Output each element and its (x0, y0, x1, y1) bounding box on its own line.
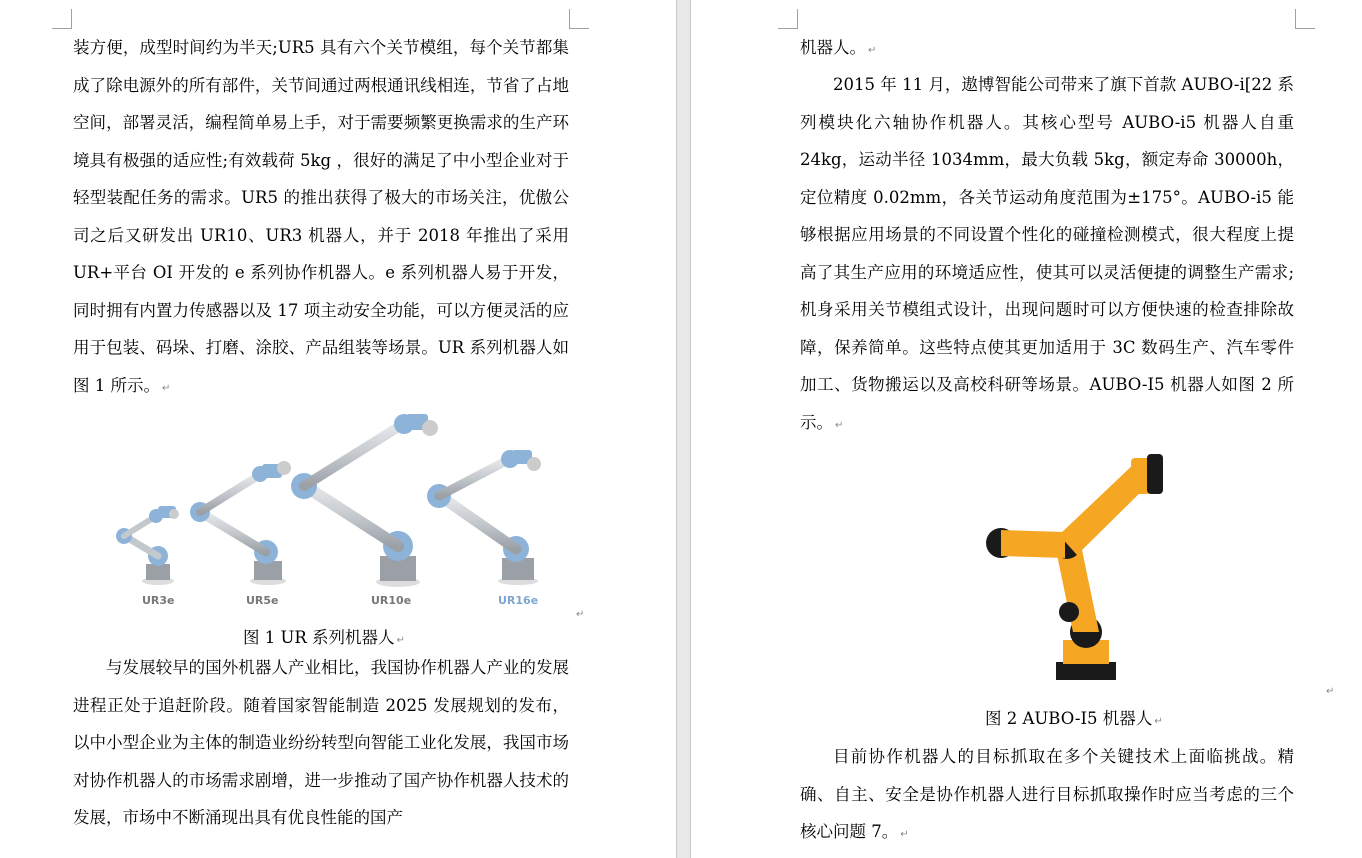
body-paragraph: 与发展较早的国外机器人产业相比，我国协作机器人产业的发展进程正处于追赶阶段。随着国家智能制造 2025 发展规划的发布，以中小型企业为主体的制造业纷纷转型向智能工业化发展，我国市场对协作机器人的市场需求剧增，进一步推动了国产协作机器人技术的发展，市场中不断涌现出具有优良性能的国产 (73, 658, 569, 827)
ur10e-robot (291, 414, 438, 587)
left-page (0, 0, 676, 858)
body-paragraph: 装方便，成型时间约为半天;UR5 具有六个关节模组，每个关节都集成了除电源外的所有部件，关节间通过两根通讯线相连，节省了占地空间，部署灵活，编程简单易上手，对于需要频繁更换需求的生产环境具有极强的适应性;有效载荷 5kg ，很好的满足了中小型企业对于轻型装配任务的需求。UR5 的推出获得了极大的市场关注，优傲公司之后又研发出 UR10、UR3 机器人，并于 2018 年推出了采用 UR+平台 OI 开发的 e 系列协作机器人。e 系列机器人易于开发，同时拥有内置力传感器以及 17 项主动安全功能，可以方便灵活的应用于包装、码垛、打磨、涂胶、产品组装等场景。UR 系列机器人如图 1 所示。 ↵ (73, 38, 569, 395)
robot-label-ur16e: UR16e (498, 594, 539, 607)
robot-label-ur5e: UR5e (246, 594, 279, 607)
crop-mark (1295, 9, 1315, 29)
ur-robots-image (108, 406, 548, 596)
crop-mark (52, 9, 72, 29)
ur16e-robot (427, 450, 541, 585)
right-page (691, 0, 1362, 858)
crop-mark (778, 9, 798, 29)
robot-label-ur3e: UR3e (142, 594, 175, 607)
aubo-i5-robot-image (981, 450, 1181, 685)
body-paragraph: 机器人。 ↵ (800, 38, 877, 57)
body-paragraph: 2015 年 11 月，遨博智能公司带来了旗下首款 AUBO-i[22 系列模块化六轴协作机器人。其核心型号 AUBO-i5 机器人自重 24kg，运动半径 1034mm，最大负载 5kg，额定寿命 30000h，定位精度 0.02mm，各关节运动角度范围为±175°。AUBO-i5 能够根据应用场景的不同设置个性化的碰撞检测模式，很大程度上提高了其生产应用的环境适应性，使其可以灵活便捷的调整生产需求;机身采用关节模组式设计，出现问题时可以方便快速的检查排除故障，保养简单。这些特点使其更加适用于 3C 数码生产、汽车零件加工、货物搬运以及高校科研等场景。AUBO-I5 机器人如图 2 所示。 ↵ (800, 75, 1294, 432)
body-paragraph: 目前协作机器人的目标抓取在多个关键技术上面临挑战。精确、自主、安全是协作机器人进行目标抓取操作时应当考虑的三个核心问题 7。 ↵ (800, 747, 1294, 841)
page-gutter (676, 0, 691, 858)
crop-mark (569, 9, 589, 29)
ur5e-robot (190, 461, 291, 585)
ur3e-robot (116, 506, 179, 585)
paragraph-mark: ↵ (576, 609, 585, 620)
figure-aubo-i5 (981, 450, 1181, 685)
paragraph-mark: ↵ (1326, 686, 1335, 697)
figure-ur-series (108, 406, 548, 612)
robot-label-ur10e: UR10e (371, 594, 412, 607)
figure-1-caption: 图 1 UR 系列机器人 ↵ (243, 628, 405, 647)
figure-2-caption: 图 2 AUBO-I5 机器人 ↵ (985, 709, 1163, 728)
